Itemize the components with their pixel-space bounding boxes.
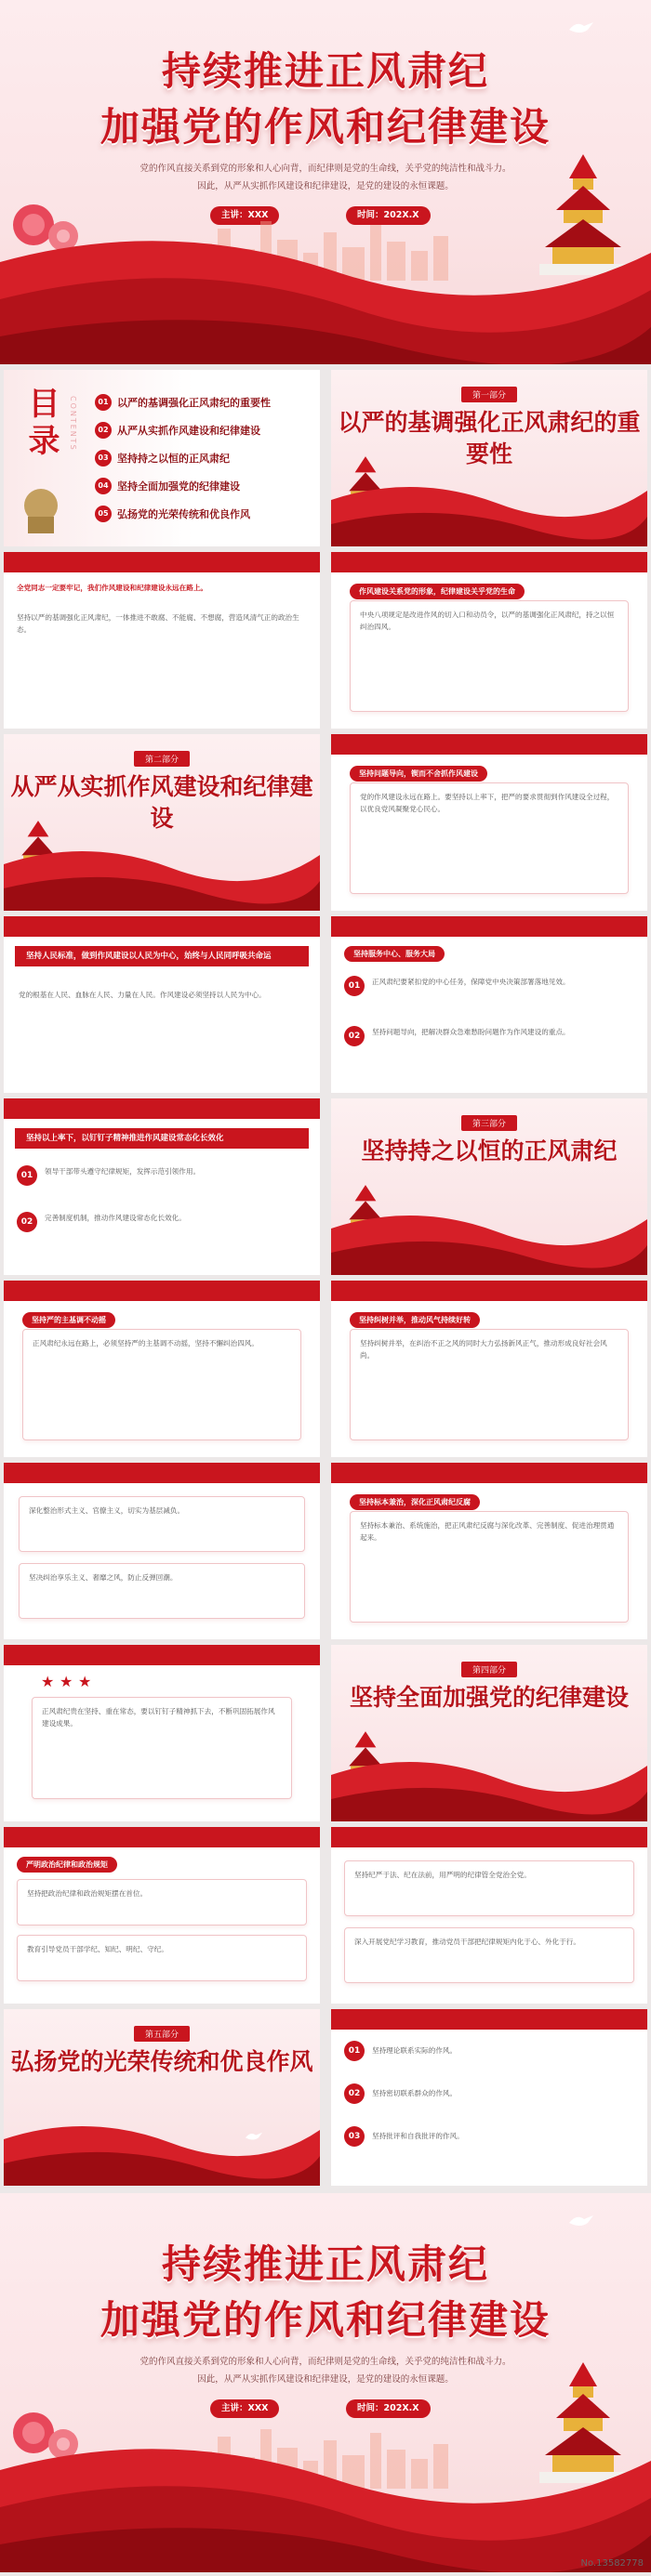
section-badge: 第三部分 xyxy=(461,1115,517,1131)
text-card: 正风肃纪永远在路上，必须坚持严的主基调不动摇，坚持不懈纠治四风。 xyxy=(22,1329,301,1440)
text-card: 坚持纠树并举，在纠治不正之风的同时大力弘扬新风正气，推动形成良好社会风尚。 xyxy=(350,1329,629,1440)
lead-text: 全党同志一定要牢记，我们作风建设和纪律建设永远在路上。 xyxy=(17,584,208,592)
red-ribbon-wave xyxy=(4,2111,320,2186)
text-card: 中央八项规定是改进作风的切入口和动员令，以严的基调强化正风肃纪，持之以恒纠治四风。 xyxy=(350,600,629,712)
toc-item[interactable]: 04 坚持全面加强党的纪律建设 xyxy=(95,472,271,500)
topic-pill: 严明政治纪律和政治规矩 xyxy=(17,1857,117,1873)
toc-item[interactable]: 02 从严从实抓作风建设和纪律建设 xyxy=(95,416,271,444)
section-title: 坚持全面加强党的纪律建设 xyxy=(349,1684,629,1711)
cover-title-line1: 持续推进正风肃纪 xyxy=(161,48,489,94)
item-text: 坚持密切联系群众的作风。 xyxy=(372,2089,458,2097)
content-slide xyxy=(331,552,647,729)
item-text: 坚持批评和自我批评的作风。 xyxy=(372,2132,464,2140)
highlight-bar: 坚持以上率下，以钉钉子精神推进作风建设常态化长效化 xyxy=(15,1128,309,1149)
content-slide xyxy=(4,1463,320,1639)
text-card: 坚持标本兼治、系统施治，把正风肃纪反腐与深化改革、完善制度、促进治理贯通起来。 xyxy=(350,1511,629,1623)
slide-heading: 坚持持之以恒的正风肃纪 xyxy=(13,1468,106,1478)
toc-slide xyxy=(4,370,320,546)
watermark-id: No.13582778 xyxy=(580,2558,644,2569)
toc-item[interactable]: 03 坚持持之以恒的正风肃纪 xyxy=(95,444,271,472)
item-text: 领导干部带头遵守纪律规矩，发挥示范引领作用。 xyxy=(45,1167,201,1176)
text-card: 坚持纪严于法、纪在法前，用严明的纪律管全党治全党。 xyxy=(344,1860,634,1916)
text-card: 正风肃纪贵在坚持、重在常态，要以钉钉子精神抓下去，不断巩固拓展作风建设成果。 xyxy=(32,1697,292,1799)
content-slide xyxy=(4,1645,320,1821)
section-title: 坚持持之以恒的正风肃纪 xyxy=(361,1137,618,1164)
toc-label-en: CONTENTS xyxy=(69,396,77,452)
stone-lion-icon xyxy=(13,481,69,537)
section-badge: 第二部分 xyxy=(134,751,190,767)
toc-title: 目录 xyxy=(22,387,60,461)
time-tag: 时间：202X.X xyxy=(346,2399,431,2418)
content-slide xyxy=(4,1098,320,1275)
content-slide xyxy=(331,734,647,911)
topic-pill: 坚持问题导向，锲而不舍抓作风建设 xyxy=(350,766,487,782)
highlight-bar: 坚持人民标准，做到作风建设以人民为中心，始终与人民同呼吸共命运 xyxy=(15,946,309,966)
item-number: 02 xyxy=(344,1026,365,1046)
cover-slide-top xyxy=(0,0,651,364)
content-slide xyxy=(4,916,320,1093)
slide-heading: 从严从实抓作风建设和纪律建设 xyxy=(13,922,131,931)
item-text: 坚持问题导向，把解决群众急难愁盼问题作为作风建设的重点。 xyxy=(372,1028,570,1036)
section-cover-4 xyxy=(331,1645,647,1821)
text-card: 教育引导党员干部学纪、知纪、明纪、守纪。 xyxy=(17,1935,307,1981)
slide-heading: 坚持全面加强党的纪律建设 xyxy=(340,1833,442,1842)
content-slide xyxy=(4,1281,320,1457)
red-ribbon-wave xyxy=(331,472,647,546)
topic-pill: 坚持标本兼治，深化正风肃纪反腐 xyxy=(350,1494,480,1510)
section-cover-3 xyxy=(331,1098,647,1275)
text-card: 党的作风建设永远在路上。要坚持以上率下，把严的要求贯彻到作风建设全过程，以优良党风凝聚党心民心。 xyxy=(350,782,629,894)
item-number: 01 xyxy=(17,1165,37,1186)
topic-pill: 坚持服务中心、服务大局 xyxy=(344,946,445,962)
body-text: 坚持以严的基调强化正风肃纪，一体推进不敢腐、不能腐、不想腐，营造风清气正的政治生态。 xyxy=(17,613,299,634)
toc-item[interactable]: 05 弘扬党的光荣传统和优良作风 xyxy=(95,500,271,528)
slide-heading: 坚持全面加强党的纪律建设 xyxy=(13,1833,114,1842)
toc-list xyxy=(95,388,271,528)
item-text: 正风肃纪要紧扣党的中心任务，保障党中央决策部署落地见效。 xyxy=(372,978,570,986)
content-slide xyxy=(331,2009,647,2186)
slide-heading: 坚持持之以恒的正风肃纪 xyxy=(13,1650,106,1660)
cover-slide-bottom xyxy=(0,2193,651,2572)
body-text: 党的根基在人民、血脉在人民、力量在人民。作风建设必须坚持以人民为中心。 xyxy=(19,991,266,999)
item-number: 03 xyxy=(344,2126,365,2147)
slide-heading: 坚持持之以恒的正风肃纪 xyxy=(13,1286,106,1295)
section-title: 弘扬党的光荣传统和优良作风 xyxy=(10,2048,313,2075)
item-number: 02 xyxy=(344,2083,365,2104)
topic-pill: 坚持严的主基调不动摇 xyxy=(22,1312,115,1328)
slide-heading: 以严的基调强化正风肃纪的重要性 xyxy=(340,558,467,567)
cover-title-line1: 持续推进正风肃纪 xyxy=(161,2241,489,2287)
slide-heading: 从严从实抓作风建设和纪律建设 xyxy=(13,1104,131,1113)
section-badge: 第五部分 xyxy=(134,2026,190,2042)
dove-icon xyxy=(567,2212,595,2230)
item-text: 坚持理论联系实际的作风。 xyxy=(372,2046,458,2055)
red-ribbon-wave xyxy=(4,836,320,911)
star-icon: ★ xyxy=(41,1673,55,1690)
cover-description: 党的作风直接关系到党的形象和人心向背，而纪律则是党的生命线，关乎党的纯洁性和战斗力。 因此，从严从实抓作风建设和纪律建设，是党的建设的永恒课题。 xyxy=(140,164,512,191)
cover-description: 党的作风直接关系到党的形象和人心向背，而纪律则是党的生命线，关乎党的纯洁性和战斗力。 因此，从严从实抓作风建设和纪律建设，是党的建设的永恒课题。 xyxy=(140,2357,512,2385)
topic-pill: 坚持纠树并举，推动风气持续好转 xyxy=(350,1312,480,1328)
slide-heading: 以严的基调强化正风肃纪的重要性 xyxy=(13,558,140,567)
content-slide xyxy=(331,1827,647,2004)
red-ribbon-wave xyxy=(331,1201,647,1275)
item-number: 01 xyxy=(344,976,365,996)
section-title: 以严的基调强化正风肃纪的重要性 xyxy=(338,409,641,467)
item-text: 完善制度机制，推动作风建设常态化长效化。 xyxy=(45,1214,186,1222)
content-slide xyxy=(331,1463,647,1639)
item-number: 02 xyxy=(17,1212,37,1232)
star-icon: ★ xyxy=(60,1673,73,1690)
cover-title-line2: 加强党的作风和纪律建设 xyxy=(100,2297,551,2343)
item-number: 01 xyxy=(344,2041,365,2061)
star-icon: ★ xyxy=(78,1673,92,1690)
slide-heading: 从严从实抓作风建设和纪律建设 xyxy=(340,922,458,931)
content-slide xyxy=(331,916,647,1093)
section-badge: 第四部分 xyxy=(461,1662,517,1677)
text-card: 深入开展党纪学习教育，推动党员干部把纪律规矩内化于心、外化于行。 xyxy=(344,1927,634,1983)
section-badge: 第一部分 xyxy=(461,387,517,402)
red-ribbon-wave xyxy=(0,2414,651,2572)
topic-pill: 作风建设关系党的形象，纪律建设关乎党的生命 xyxy=(350,584,525,599)
section-title: 从严从实抓作风建设和纪律建设 xyxy=(10,773,313,832)
time-tag: 时间：202X.X xyxy=(346,206,431,225)
red-ribbon-wave xyxy=(331,1747,647,1821)
speaker-tag: 主讲：XXX xyxy=(210,2399,279,2418)
section-cover-2 xyxy=(4,734,320,911)
slide-heading: 坚持持之以恒的正风肃纪 xyxy=(340,1468,433,1478)
text-card: 坚决纠治享乐主义、奢靡之风，防止反弹回潮。 xyxy=(19,1563,305,1619)
speaker-tag: 主讲：XXX xyxy=(210,206,279,225)
section-cover-1 xyxy=(331,370,647,546)
cover-title-line2: 加强党的作风和纪律建设 xyxy=(100,104,551,150)
content-slide xyxy=(4,1827,320,2004)
text-card: 坚持把政治纪律和政治规矩摆在首位。 xyxy=(17,1879,307,1925)
content-slide xyxy=(331,1281,647,1457)
content-slide xyxy=(4,552,320,729)
slide-heading: 从严从实抓作风建设和纪律建设 xyxy=(340,740,458,749)
slide-heading: 坚持持之以恒的正风肃纪 xyxy=(340,1286,433,1295)
section-cover-5 xyxy=(4,2009,320,2186)
slide-heading: 弘扬党的光荣传统和优良作风 xyxy=(340,2015,450,2024)
text-card: 深化整治形式主义、官僚主义，切实为基层减负。 xyxy=(19,1496,305,1552)
red-ribbon-wave xyxy=(0,206,651,364)
dove-icon xyxy=(567,19,595,37)
toc-item[interactable]: 01 以严的基调强化正风肃纪的重要性 xyxy=(95,388,271,416)
